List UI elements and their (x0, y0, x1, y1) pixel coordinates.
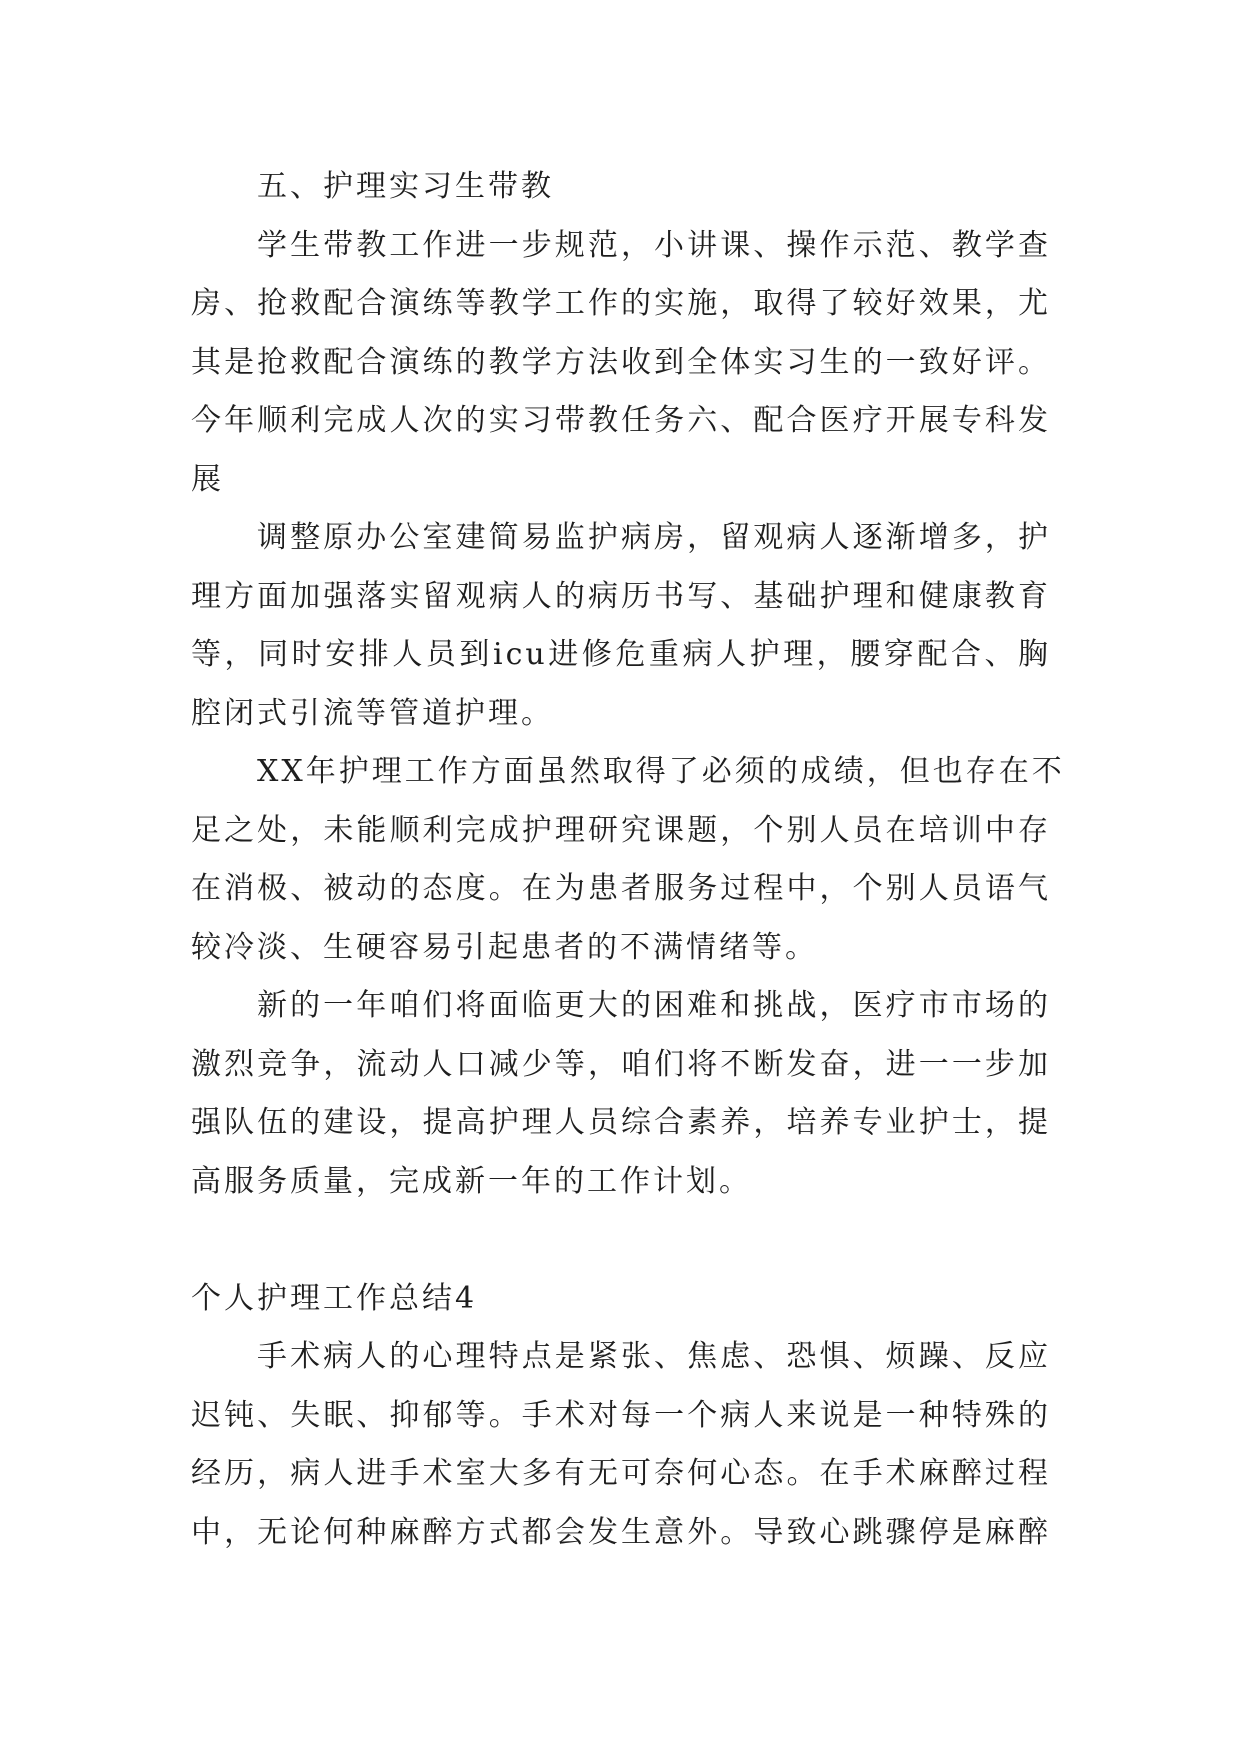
paragraph-surgery-psychology (191, 1328, 1051, 1562)
paragraph-line: 较冷淡、生硬容易引起患者的不满情绪等。 (191, 929, 818, 965)
section-spacer (191, 1211, 1051, 1270)
paragraph-line: 等，同时安排人员到icu进修危重病人护理，腰穿配合、胸 (191, 637, 1051, 672)
paragraph-line: 足之处，未能顺利完成护理研究课题，个别人员在培训中存 (191, 812, 1051, 848)
paragraph-line: 理方面加强落实留观病人的病历书写、基础护理和健康教育 (191, 578, 1051, 614)
document-page (191, 158, 1065, 1562)
paragraph-line: 中，无论何种麻醉方式都会发生意外。导致心跳骤停是麻醉 (191, 1514, 1051, 1550)
paragraph-student-teaching (191, 217, 1051, 510)
section-heading: 五、护理实习生带教 (257, 169, 554, 204)
paragraph-line: 迟钝、失眠、抑郁等。手术对每一个病人来说是一种特殊的 (191, 1397, 1051, 1433)
paragraph-line: 学生带教工作进一步规范，小讲课、操作示范、教学查 (257, 227, 1051, 263)
paragraph-line: 今年顺利完成人次的实习带教任务六、配合医疗开展专科发 (191, 403, 1051, 438)
paragraph-line: 房、抢救配合演练等教学工作的实施，取得了较好效果，尤 (191, 286, 1051, 321)
paragraph-line: 高服务质量，完成新一年的工作计划。 (191, 1163, 752, 1199)
paragraph-line: 腔闭式引流等管道护理。 (191, 695, 554, 731)
paragraph-line: XX年护理工作方面虽然取得了必须的成绩，但也存在不 (257, 754, 1065, 789)
paragraph-line: 调整原办公室建简易监护病房，留观病人逐渐增多，护 (257, 520, 1051, 555)
section-title: 个人护理工作总结4 (191, 1280, 478, 1316)
paragraph-shortcomings (191, 743, 1065, 977)
paragraph-line: 强队伍的建设，提高护理人员综合素养，培养专业护士，提 (191, 1105, 1051, 1140)
paragraph-new-year-plan (191, 977, 1051, 1211)
paragraph-line: 在消极、被动的态度。在为患者服务过程中，个别人员语气 (191, 871, 1051, 906)
paragraph-line: 手术病人的心理特点是紧张、焦虑、恐惧、烦躁、反应 (257, 1339, 1051, 1374)
paragraph-line: 经历，病人进手术室大多有无可奈何心态。在手术麻醉过程 (191, 1456, 1051, 1491)
paragraph-monitoring-ward (191, 509, 1051, 743)
paragraph-line: 展 (191, 461, 224, 497)
paragraph-line: 其是抢救配合演练的教学方法收到全体实习生的一致好评。 (191, 344, 1051, 380)
paragraph-line: 激烈竞争，流动人口减少等，咱们将不断发奋，进一一步加 (191, 1046, 1051, 1082)
paragraph-line: 新的一年咱们将面临更大的困难和挑战，医疗市市场的 (257, 988, 1051, 1023)
